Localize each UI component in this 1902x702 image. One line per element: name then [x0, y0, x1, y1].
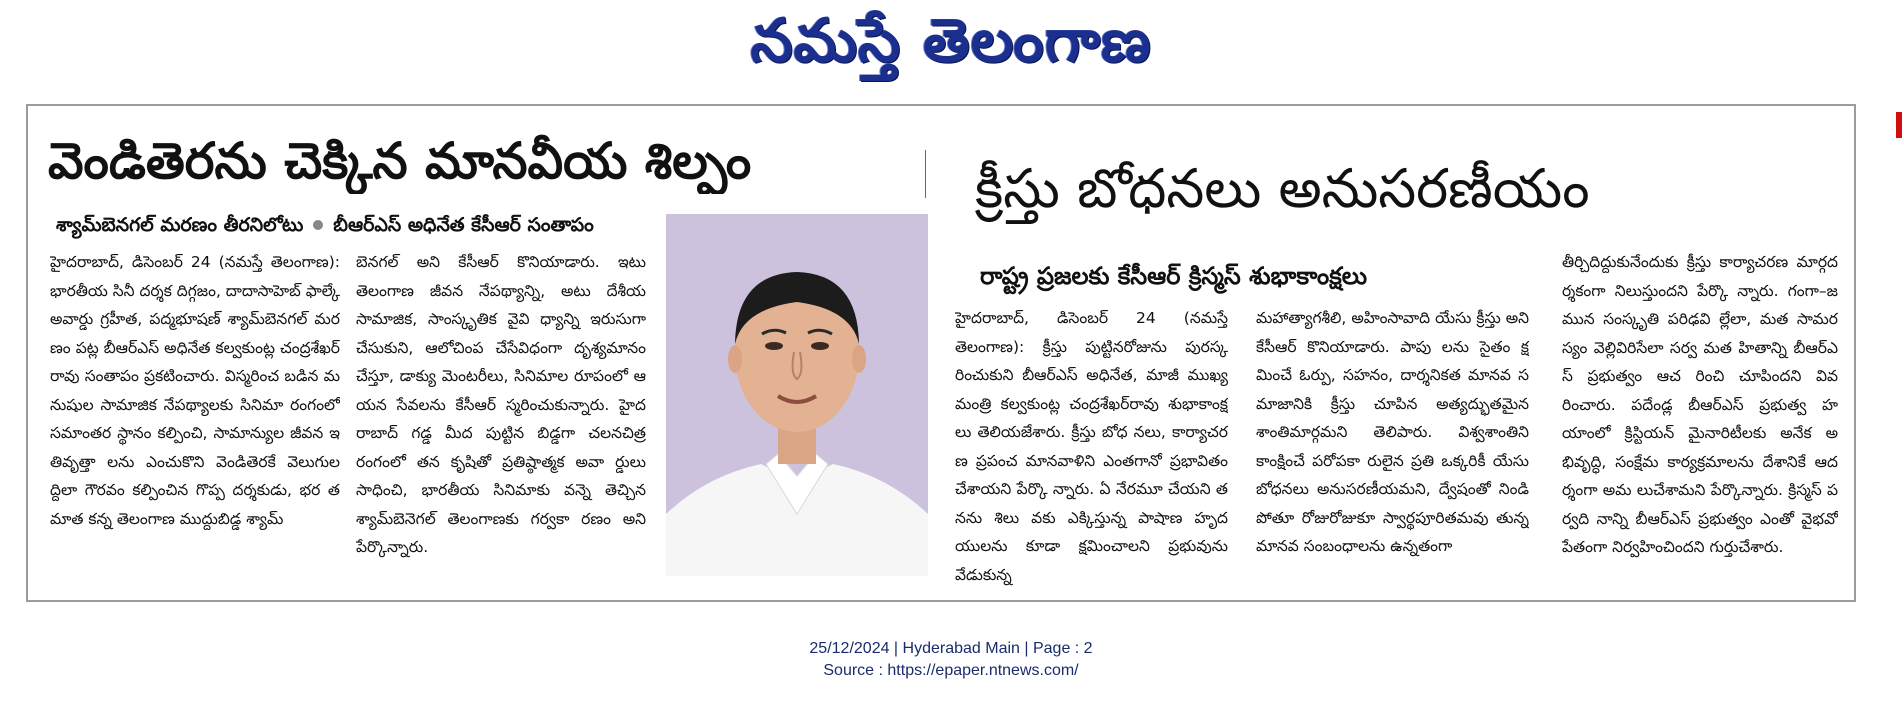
- left-story-column-1: [50, 248, 340, 588]
- left-col2-text: బెనగల్ అని కేసీఆర్ కొనియాడారు. ఇటు తెలంగాణ జీవన నేపథ్యాన్ని, అటు దేశీయ సామాజిక, సాంస్కృతిక వైవి ధ్యాన్ని ఇరుసుగా చేసుకుని, ఆలోచింప చేసేవిధంగా దృశ్యమానం చేస్తూ, డాక్యు మెంటరీలు, సినిమాల రూపంలో ఆయన సేవలను కేసీఆర్ స్మరించుకున్నారు. హైద రాబాద్ గడ్డ మీద పుట్టిన బిడ్డగా చలనచిత్ర రంగంలో తన కృషితో ప్రతిష్ఠాత్మక అవా ర్డులు సాధించి, భారతీయ సినిమాకు వన్నె తెచ్చిన శ్యామ్‌బెనెగల్ తెలంగాణకు గర్వకా రణం అని పేర్కొన్నారు.: [356, 253, 646, 556]
- left-subhead-part1: శ్యామ్‌బెనగల్ మరణం తీరనిలోటు: [56, 214, 304, 236]
- right-headline: క్రీస్తు బోధనలు అనుసరణీయం: [975, 157, 1590, 220]
- right-col3-text: తీర్చిదిద్దుకునేందుకు క్రీస్తు కార్యాచరణ మార్గదర్శకంగా నిలుస్తుందని పేర్కొ న్నారు. గంగా–జమున సంస్కృతి పరిఢవి ల్లేలా, మత సామరస్యం వెల్లివిరిసేలా సర్వ మత హితాన్ని బీఆర్‌ఎస్ ప్రభుత్వం ఆచ రించి చూపిందని వివరించారు. పదేండ్ల బీఆర్‌ఎస్ ప్రభుత్వ హయాంలో క్రిస్టియన్ మైనారిటీలకు అనేక అభివృద్ధి, సంక్షేమ కార్యక్రమాలను దేశానికే ఆదర్శంగా అమ లుచేశామని పేర్కొన్నారు. క్రిస్మస్ పర్వది నాన్ని బీఆర్‌ఎస్ ప్రభుత్వం ఎంతో వైభవో పేతంగా నిర్వహించిందని గుర్తుచేశారు.: [1562, 253, 1838, 556]
- footer-edition-info: 25/12/2024 | Hyderabad Main | Page : 2: [809, 640, 1093, 657]
- left-subhead: [56, 214, 656, 241]
- portrait-photo: [666, 214, 928, 576]
- left-col1-text: హైదరాబాద్, డిసెంబర్ 24 (నమస్తే తెలంగాణ): భారతీయ సినీ దర్శక దిగ్గజం, దాదాసాహెబ్ ఫాల్కే అవార్డు గ్రహీత, పద్మభూషణ్ శ్యామ్‌బెనగల్ మరణం పట్ల బీఆర్‌ఎస్ అధినేత కల్వకుంట్ల చంద్రశేఖర్ రావు సంతాపం ప్రకటించారు. విస్మరించ బడిన మనుషుల సామాజిక నేపథ్యాలకు సినిమా రంగంలో సమాంతర స్థానం కల్పించి, సామాన్యుల జీవన ఇతివృత్తా లను ఎంచుకొని వెండితెరకే వెలుగులద్దిలా గౌరవం కల్పించిన గొప్ప దర్శకుడు, భర తమాత కన్న తెలంగాణ ముద్దుబిడ్డ శ్యామ్: [50, 253, 340, 528]
- column-divider: [925, 150, 926, 198]
- right-col2-text: మహాత్యాగశీలి, అహింసావాది యేసు క్రీస్తు అని కేసీఆర్ కొనియాడారు. పాపు లను సైతం క్షమించే ఓర్పు, సహనం, దార్శనికత మానవ సమాజానికి క్రీస్తు చూపిన అత్యద్భుతమైన శాంతిమార్గమని తెలిపారు. విశ్వశాంతిని కాంక్షించే పరోపకా రులైన ప్రతి ఒక్కరికీ యేసు బోధనలు అనుసరణీయమని, ద్వేషంతో నిండి పోతూ రోజురోజుకూ స్వార్థపూరితమవు తున్న మానవ సంబంధాలను ఉన్నతంగా: [1256, 309, 1529, 555]
- right-subhead: రాష్ట్ర ప్రజలకు కేసీఆర్ క్రిస్మస్ శుభాకాంక్షలు: [980, 262, 1368, 290]
- right-col1-text: హైదరాబాద్, డిసెంబర్ 24 (నమస్తే తెలంగాణ): క్రీస్తు పుట్టినరోజును పురస్క రించుకుని బీఆర్‌ఎస్ అధినేత, మాజీ ముఖ్యమంత్రి కల్వకుంట్ల చంద్రశేఖర్‌రావు శుభాకాంక్షలు తెలియజేశారు. క్రీస్తు బోధ నలు, కార్యాచరణ ప్రపంచ మానవాళిని ఎంతగానో ప్రభావితం చేశాయని పేర్కొ న్నారు. ఏ నేరమూ చేయని తనను శిలు వకు ఎక్కిస్తున్న పాషాణ హృదయులను కూడా క్షమించాలని ప్రభువును వేడుకున్న: [955, 309, 1228, 584]
- left-story-column-2: [356, 248, 646, 588]
- bullet-dot-icon: [313, 220, 323, 230]
- right-story-column-1: [955, 304, 1228, 588]
- footer-source-link[interactable]: Source : https://epaper.ntnews.com/: [823, 662, 1079, 679]
- left-subhead-part2: బీఆర్‌ఎస్ అధినేత కేసీఆర్ సంతాపం: [333, 214, 594, 236]
- portrait-illustration: [666, 214, 928, 576]
- red-margin-mark: [1896, 112, 1902, 138]
- left-headline: వెండితెరను చెక్కిన మానవీయ శిల్పం: [48, 132, 752, 190]
- right-story-column-2: [1256, 304, 1529, 588]
- newspaper-masthead: నమస్తే తెలంగాణ: [750, 6, 1152, 76]
- right-story-column-3: [1562, 248, 1838, 588]
